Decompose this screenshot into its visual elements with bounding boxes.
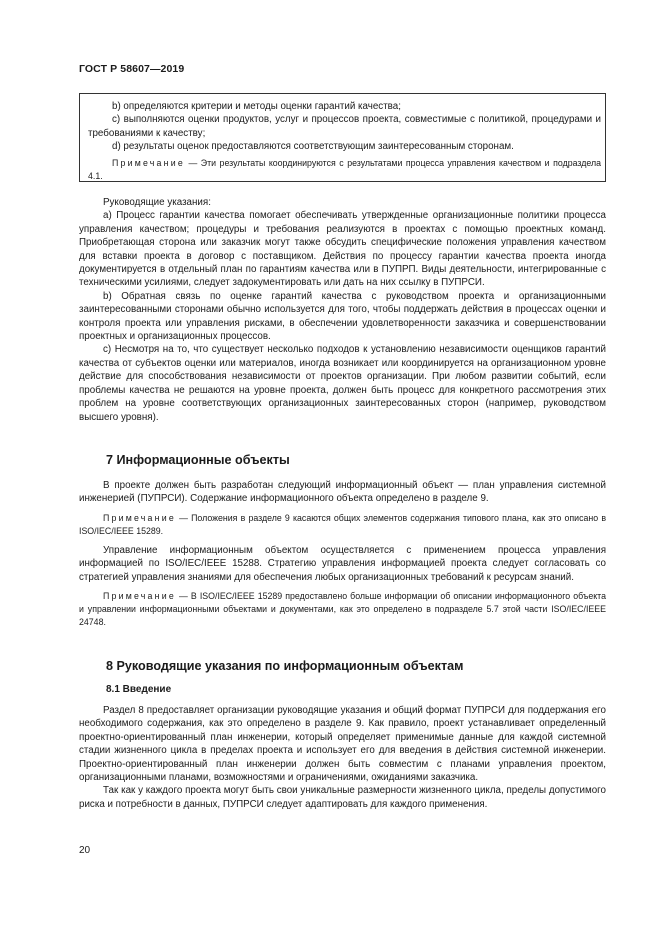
guidance-item-c: c) Несмотря на то, что существует несколько подходов к установлению независимости оценщиков гарантий качества от субъектов оценки или материалов, иногда возникает или координируется на организационном уровне действие для способствования независимости от проектов организации. При любом развитии событий, если проблемы качества не решаются на уровне проекта, должен быть процесс для конкретного рассмотрения этих проблем на уровне соответствующих организационных заинтересованных сторон (например, руководством высшего уровня). [79,344,606,423]
section-7-paragraph-2: Управление информационным объектом осуществляется с применением процесса управления информацией по ISO/IEC/IEEE 15288. Стратегию управления информацией проекта следует согласовать со стратегией управления знаниями для обеспечения любых организационных требований к ресурсам знаний. [79,544,606,583]
standard-code: ГОСТ Р 58607—2019 [79,63,185,75]
section-8-body [79,704,606,811]
section-7-note-2 [79,590,606,629]
note-text: — Эти результаты координируются с результатами процесса управления качеством и подраздела 4.1. [88,157,601,181]
boxed-item-c: c) выполняются оценки продуктов, услуг и процессов проекта, совместимые с политикой, процедурами и требованиями к качеству; [88,114,601,139]
guidance-intro: Руководящие указания: [103,197,211,208]
boxed-excerpt [79,93,606,182]
note-label: Примечание [103,512,176,523]
note-text: — Положения в разделе 9 касаются общих элементов содержания типового плана, как это описано в ISO/IEC/IEEE 15289. [79,512,606,536]
section-8-paragraph-2: Так как у каждого проекта могут быть свои уникальные размерности жизненного цикла, пределы допустимого риска и потребности в данных, ПУПРСИ следует адаптировать для каждого применения. [79,785,606,810]
section-8-heading: 8 Руководящие указания по информационным объектам [106,659,464,673]
page-number: 20 [79,845,91,856]
note-label: Примечание [112,157,185,168]
section-7-heading: 7 Информационные объекты [106,453,290,467]
note-text: — В ISO/IEC/IEEE 15289 предоставлено больше информации об описании информационного объекта и управлении информационными объектами и документами, как это определено в подразделе 5.7 этой части ISO/IEC/IEEE 24748. [79,591,606,628]
note-label: Примечание [103,591,176,602]
section-7-paragraph-1: В проекте должен быть разработан следующий информационный объект — план управления системной инженерией (ПУПРСИ). Содержание информационного объекта определено в разделе 9. [79,480,606,505]
subsection-8-1-heading: 8.1 Введение [106,684,172,695]
guidance-item-a: a) Процесс гарантии качества помогает обеспечивать утвержденные организационные политики процесса управления качеством; процедуры и требования реализуются в проектах с помощью проектных команд. Приобретающая сторона или заказчик могут также обсудить специфические положения управления качеством для вставки проекта в договор с поставщиком. Действия по процессу гарантии качества проекта иногда документируется в отдельный план по гарантиям качества или в ПУПРП. Виды деятельности, интегрированные с техническими усилиями, следует задокументировать или дать на них ссылку в ПУПРСИ. [79,210,606,289]
boxed-item-b: b) определяются критерии и методы оценки гарантий качества; [112,101,401,112]
section-7-note-1 [79,512,606,538]
guidance-item-b: b) Обратная связь по оценке гарантий качества с руководством проекта и организационными заинтересованными сторонами обычно используется для того, чтобы поддержать действия в процессах оценки и контроля проекта или управления рисками, в обеспечении удовлетворенности заказчика и совершенствовании проектных и организационных процессов. [79,290,606,343]
guidance-block [79,196,606,424]
section-8-paragraph-1: Раздел 8 предоставляет организации руководящие указания и общий формат ПУПРСИ для поддержания его необходимого содержания, как это определено в разделе 9. Как правило, проект устанавливает определенный проектно-ориентированный план инженерии, который определяет применимые данные для каждой системной стадии жизненного цикла в пределах проекта и использует его для введения в действия системной инженерии. Проектно-ориентированный план инженерии должен быть совместим с планами управления проектом, организационными планами, возможностями и ограничениями, ожиданиями заказчика. [79,705,606,784]
boxed-note [88,157,601,183]
boxed-item-d: d) результаты оценок предоставляются соответствующим заинтересованным сторонам. [112,141,514,153]
section-7-body [79,479,606,629]
